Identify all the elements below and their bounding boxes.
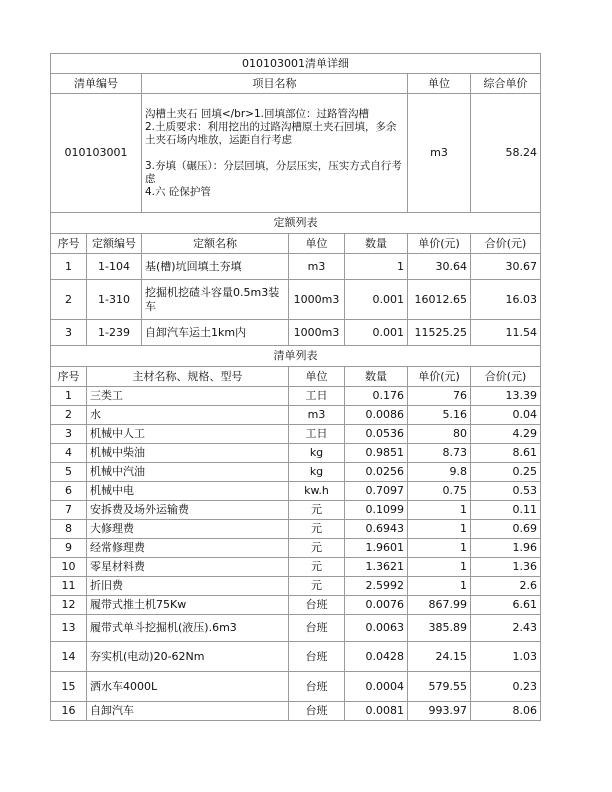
material-no: 4 [51,444,87,463]
material-row [51,463,541,482]
desc-line: 3.夯填（碾压）：分层回填，分层压实，压实方式自行考虑 [145,159,402,185]
material-row [51,672,541,702]
material-total: 1.96 [471,539,541,558]
material-row [51,577,541,596]
quota-no: 2 [51,280,87,320]
sheet-title: 010103001清单详细 [51,54,541,74]
material-row [51,482,541,501]
material-unit: 台班 [289,596,345,615]
quota-name: 自卸汽车运土1km内 [142,320,289,346]
desc-line: 4.六 砼保护管 [145,185,211,198]
material-no: 3 [51,425,87,444]
material-qty: 0.6943 [345,520,408,539]
quota-row [51,280,541,320]
quota-col-price: 单价(元) [408,234,471,254]
materials-body [51,387,541,721]
material-name: 履带式推土机75Kw [87,596,289,615]
material-qty: 0.0086 [345,406,408,425]
material-price: 579.55 [408,672,471,702]
material-total: 1.36 [471,558,541,577]
material-price: 24.15 [408,642,471,672]
bill-item-row [51,94,541,213]
material-name: 洒水车4000L [87,672,289,702]
material-price: 1 [408,539,471,558]
quota-qty: 0.001 [345,280,408,320]
material-row [51,558,541,577]
material-no: 10 [51,558,87,577]
material-name: 自卸汽车 [87,702,289,721]
material-row [51,444,541,463]
material-name: 夯实机(电动)20-62Nm [87,642,289,672]
material-qty: 0.0256 [345,463,408,482]
material-qty: 0.176 [345,387,408,406]
material-row [51,425,541,444]
material-name: 水 [87,406,289,425]
material-unit: kg [289,444,345,463]
bill-detail-sheet [50,53,540,721]
material-price: 76 [408,387,471,406]
material-name: 经常修理费 [87,539,289,558]
material-name: 安拆费及场外运输费 [87,501,289,520]
material-no: 5 [51,463,87,482]
quota-no: 1 [51,254,87,280]
header-price: 综合单价 [471,74,541,94]
quota-col-total: 合价(元) [471,234,541,254]
material-total: 2.43 [471,615,541,642]
material-total: 0.69 [471,520,541,539]
material-price: 385.89 [408,615,471,642]
material-unit: 元 [289,520,345,539]
material-row [51,520,541,539]
material-total: 0.11 [471,501,541,520]
item-description [142,94,408,213]
material-no: 14 [51,642,87,672]
material-unit: 工日 [289,387,345,406]
material-qty: 1.9601 [345,539,408,558]
material-qty: 0.0428 [345,642,408,672]
material-qty: 0.0063 [345,615,408,642]
material-row [51,539,541,558]
material-row [51,596,541,615]
material-unit: kg [289,463,345,482]
desc-line: 2.土质要求：利用挖出的过路沟槽原土夹石回填，多余土夹石场内堆放，运距自行考虑 [145,120,397,146]
quota-qty: 0.001 [345,320,408,346]
material-no: 2 [51,406,87,425]
material-price: 993.97 [408,702,471,721]
material-price: 0.75 [408,482,471,501]
material-unit: 台班 [289,642,345,672]
material-name: 大修理费 [87,520,289,539]
material-name: 机械中汽油 [87,463,289,482]
quota-price: 11525.25 [408,320,471,346]
quota-section-title: 定额列表 [51,213,541,234]
material-no: 8 [51,520,87,539]
header-code: 清单编号 [51,74,142,94]
quota-unit: m3 [289,254,345,280]
material-name: 折旧费 [87,577,289,596]
material-no: 16 [51,702,87,721]
material-row [51,615,541,642]
item-price: 58.24 [471,94,541,213]
material-unit: 台班 [289,702,345,721]
material-unit: 工日 [289,425,345,444]
material-row [51,702,541,721]
material-qty: 2.5992 [345,577,408,596]
quota-col-code: 定额编号 [87,234,142,254]
material-total: 6.61 [471,596,541,615]
desc-line: 沟槽土夹石 回填</br>1.回填部位：过路管沟槽 [145,107,369,120]
mat-col-name: 主材名称、规格、型号 [87,367,289,387]
material-row [51,642,541,672]
material-price: 80 [408,425,471,444]
quota-col-qty: 数量 [345,234,408,254]
material-total: 0.53 [471,482,541,501]
material-total: 13.39 [471,387,541,406]
material-qty: 0.0004 [345,672,408,702]
material-price: 5.16 [408,406,471,425]
material-qty: 0.7097 [345,482,408,501]
quota-total: 11.54 [471,320,541,346]
quota-total: 16.03 [471,280,541,320]
quota-name: 挖掘机挖碴斗容量0.5m3装车 [142,280,289,320]
material-unit: 台班 [289,615,345,642]
quota-code: 1-310 [87,280,142,320]
quota-row [51,320,541,346]
quota-col-unit: 单位 [289,234,345,254]
mat-col-total: 合价(元) [471,367,541,387]
material-name: 零星材料费 [87,558,289,577]
material-total: 2.6 [471,577,541,596]
quota-col-name: 定额名称 [142,234,289,254]
quota-no: 3 [51,320,87,346]
quota-total: 30.67 [471,254,541,280]
material-unit: 元 [289,501,345,520]
material-name: 机械中人工 [87,425,289,444]
material-price: 867.99 [408,596,471,615]
bill-header-row [51,74,541,94]
material-total: 1.03 [471,642,541,672]
material-qty: 1.3621 [345,558,408,577]
material-row [51,501,541,520]
material-total: 0.23 [471,672,541,702]
material-price: 9.8 [408,463,471,482]
material-unit: 元 [289,558,345,577]
material-unit: kw.h [289,482,345,501]
material-name: 履带式单斗挖掘机(液压).6m3 [87,615,289,642]
mat-col-no: 序号 [51,367,87,387]
quota-qty: 1 [345,254,408,280]
material-qty: 0.1099 [345,501,408,520]
material-qty: 0.0536 [345,425,408,444]
material-unit: 元 [289,539,345,558]
material-total: 8.06 [471,702,541,721]
quota-name: 基(槽)坑回填土夯填 [142,254,289,280]
material-unit: m3 [289,406,345,425]
material-row [51,406,541,425]
quota-price: 16012.65 [408,280,471,320]
desc-line [145,147,404,160]
material-total: 0.25 [471,463,541,482]
material-price: 1 [408,501,471,520]
mat-col-unit: 单位 [289,367,345,387]
quota-code: 1-239 [87,320,142,346]
material-price: 1 [408,577,471,596]
material-no: 7 [51,501,87,520]
material-unit: 台班 [289,672,345,702]
item-unit: m3 [408,94,471,213]
material-name: 机械中电 [87,482,289,501]
material-name: 三类工 [87,387,289,406]
material-no: 11 [51,577,87,596]
quota-unit: 1000m3 [289,320,345,346]
material-qty: 0.0081 [345,702,408,721]
material-total: 8.61 [471,444,541,463]
quota-row [51,254,541,280]
material-price: 8.73 [408,444,471,463]
material-no: 9 [51,539,87,558]
quota-header-row [51,234,541,254]
material-unit: 元 [289,577,345,596]
materials-header-row [51,367,541,387]
material-total: 4.29 [471,425,541,444]
mat-col-price: 单价(元) [408,367,471,387]
material-row [51,387,541,406]
material-no: 13 [51,615,87,642]
material-no: 1 [51,387,87,406]
material-no: 6 [51,482,87,501]
quota-code: 1-104 [87,254,142,280]
quota-col-no: 序号 [51,234,87,254]
material-no: 15 [51,672,87,702]
header-name: 项目名称 [142,74,408,94]
material-qty: 0.9851 [345,444,408,463]
quota-unit: 1000m3 [289,280,345,320]
material-no: 12 [51,596,87,615]
material-price: 1 [408,520,471,539]
materials-section-title: 清单列表 [51,346,541,367]
material-price: 1 [408,558,471,577]
material-total: 0.04 [471,406,541,425]
header-unit: 单位 [408,74,471,94]
material-name: 机械中柴油 [87,444,289,463]
bill-detail-table [50,53,541,721]
material-qty: 0.0076 [345,596,408,615]
mat-col-qty: 数量 [345,367,408,387]
quota-price: 30.64 [408,254,471,280]
item-code: 010103001 [51,94,142,213]
